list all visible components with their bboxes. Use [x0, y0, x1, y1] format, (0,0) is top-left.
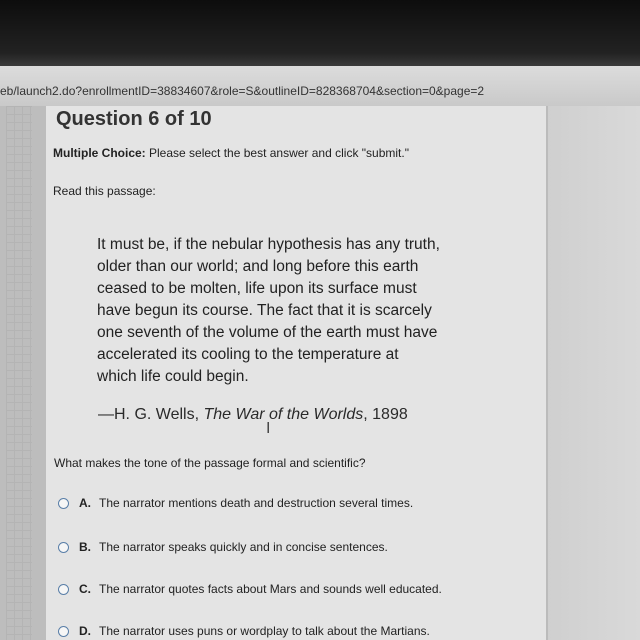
passage-line: have begun its course. The fact that it is scarcely [97, 302, 432, 319]
instructions [53, 146, 409, 160]
passage-line: older than our world; and long before this earth [97, 258, 419, 275]
question-title: Question 6 of 10 [56, 108, 212, 130]
passage-line: one seventh of the volume of the earth must have [97, 324, 438, 341]
passage-line: which life could begin. [97, 368, 249, 385]
right-gutter [546, 106, 640, 640]
option-text: The narrator quotes facts about Mars and sounds well educated. [99, 582, 442, 596]
passage-line: It must be, if the nebular hypothesis has any truth, [97, 236, 440, 253]
instruction-text: Please select the best answer and click "submit." [145, 146, 409, 160]
citation-year: , 1898 [363, 406, 408, 423]
panel-border [546, 106, 548, 640]
radio-icon[interactable] [58, 626, 69, 637]
option-c[interactable] [58, 582, 442, 596]
text-cursor-icon: I [266, 420, 271, 437]
option-letter: B. [79, 540, 91, 554]
option-letter: C. [79, 582, 91, 596]
option-letter: D. [79, 624, 91, 638]
passage [97, 234, 517, 388]
instruction-label: Multiple Choice: [53, 146, 146, 160]
monitor-bezel [0, 0, 640, 66]
option-letter: A. [79, 496, 91, 510]
citation [98, 406, 408, 424]
question-text: What makes the tone of the passage formal and scientific? [54, 456, 366, 470]
grid-pattern [6, 106, 32, 640]
passage-line: ceased to be molten, life upon its surface must [97, 280, 417, 297]
citation-author: —H. G. Wells, [98, 406, 204, 423]
citation-title: The War of the Worlds [203, 406, 364, 423]
option-text: The narrator uses puns or wordplay to talk about the Martians. [99, 624, 430, 638]
option-text: The narrator speaks quickly and in concise sentences. [99, 540, 388, 554]
url-text[interactable]: eb/launch2.do?enrollmentID=38834607&role=S&outlineID=828368704&section=0&page=2 [0, 84, 485, 98]
radio-icon[interactable] [58, 498, 69, 509]
radio-icon[interactable] [58, 584, 69, 595]
radio-icon[interactable] [58, 542, 69, 553]
passage-line: accelerated its cooling to the temperature at [97, 346, 399, 363]
read-passage-label: Read this passage: [53, 184, 156, 198]
option-text: The narrator mentions death and destruction several times. [99, 496, 414, 510]
option-d[interactable] [58, 624, 430, 638]
option-b[interactable] [58, 540, 388, 554]
option-a[interactable] [58, 496, 413, 510]
